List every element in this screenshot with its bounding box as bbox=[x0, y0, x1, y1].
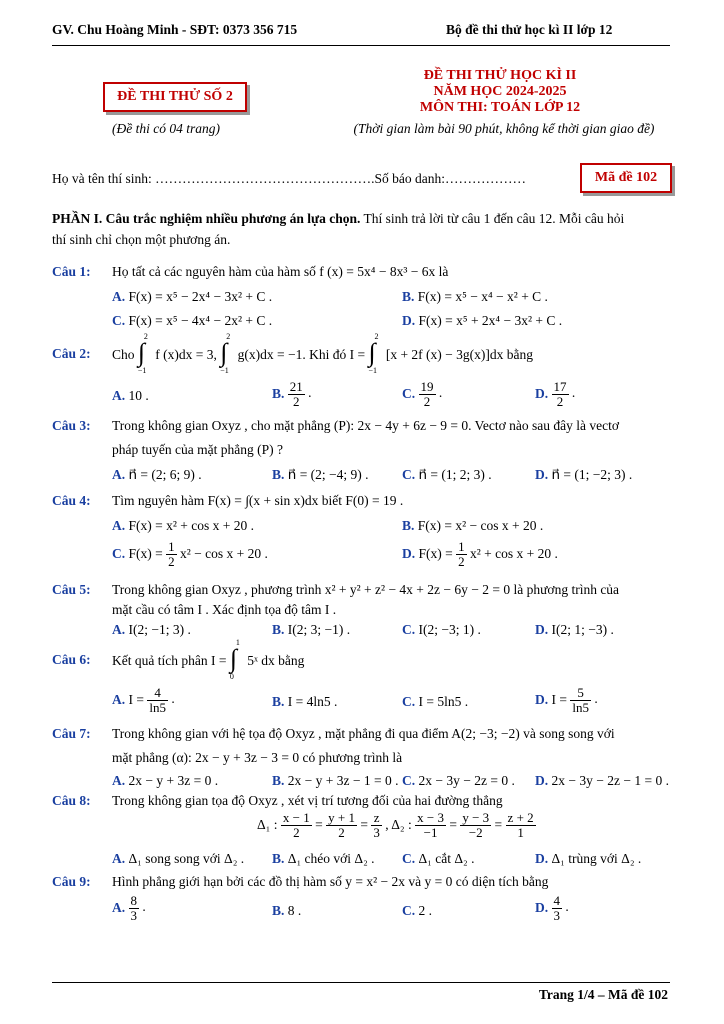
question-3 bbox=[52, 418, 672, 492]
q2-option-d[interactable]: D. $\frac{17}{2}$ . bbox=[535, 379, 576, 409]
q5-text-1: Trong không gian Oxyz , phương trình x² + y² + z² − 4x + 2z − 6y − 2 = 0 là phương trình của bbox=[112, 582, 620, 597]
q9-label: Câu 9: bbox=[52, 874, 91, 889]
q1-text: Họ tất cả các nguyên hàm của hàm số f (x) = 5x⁴ − 8x³ − 6x là bbox=[112, 264, 449, 279]
integral-sign: ∫ 1 0 bbox=[229, 638, 240, 681]
q9-option-d[interactable]: D. $\frac{4}{3}$ . bbox=[535, 893, 569, 923]
q5-option-c[interactable]: C. I(2; −3; 1) . bbox=[402, 622, 481, 637]
q3-option-b[interactable]: B. n⃗ = (2; −4; 9) . bbox=[272, 467, 369, 482]
q3-option-c[interactable]: C. n⃗ = (1; 2; 3) . bbox=[402, 467, 492, 482]
q6-option-b[interactable]: B. I = 4ln5 . bbox=[272, 694, 338, 709]
q7-text-1: Trong không gian với hệ tọa độ Oxyz , mặt phẳng đi qua điểm A(2; −3; −2) và song song với bbox=[112, 726, 615, 741]
exam-title bbox=[340, 68, 660, 116]
question-6 bbox=[52, 638, 672, 724]
q8-option-d[interactable]: D. Δ₁ trùng với Δ₂ . bbox=[535, 851, 642, 866]
q7-option-b[interactable]: B. 2x − y + 3z − 1 = 0 . bbox=[272, 773, 399, 788]
q2-option-b[interactable]: B. $\frac{21}{2}$ . bbox=[272, 379, 312, 409]
q1-option-d[interactable]: D. F(x) = x⁵ + 2x⁴ − 3x² + C . bbox=[402, 313, 563, 328]
q6-text: Kết quả tích phân I = ∫ 1 0 5ˣ dx bằng bbox=[112, 638, 305, 681]
q4-option-d[interactable]: D. F(x) = $\frac{1}{2}$ x² + cos x + 20 . bbox=[402, 539, 558, 569]
q6-option-a[interactable]: A. I = $\frac{4}{\ln 5}$ . bbox=[112, 685, 175, 715]
title-line-1: ĐỀ THI THỬ HỌC KÌ II bbox=[423, 68, 577, 83]
question-2 bbox=[52, 332, 672, 418]
q4-option-b[interactable]: B. F(x) = x² − cos x + 20 . bbox=[402, 518, 544, 533]
q2-label: Câu 2: bbox=[52, 346, 91, 361]
q5-label: Câu 5: bbox=[52, 582, 91, 597]
footer-rule bbox=[52, 982, 670, 983]
question-1 bbox=[52, 264, 672, 334]
q5-text-2: mặt cầu có tâm I . Xác định tọa độ tâm I . bbox=[112, 602, 337, 617]
q3-text-2: pháp tuyến của mặt phẳng (P) ? bbox=[112, 442, 283, 457]
question-5 bbox=[52, 582, 672, 642]
integral-sign: ∫ 2 −1 bbox=[368, 332, 379, 375]
q4-option-a[interactable]: A. F(x) = x² + cos x + 20 . bbox=[112, 518, 255, 533]
q6-option-c[interactable]: C. I = 5ln5 . bbox=[402, 694, 469, 709]
q8-label: Câu 8: bbox=[52, 793, 91, 808]
q3-option-d[interactable]: D. n⃗ = (1; −2; 3) . bbox=[535, 467, 633, 482]
q6-option-d[interactable]: D. I = $\frac{5}{\ln 5}$ . bbox=[535, 685, 598, 715]
q9-option-c[interactable]: C. 2 . bbox=[402, 903, 432, 918]
header-teacher: GV. Chu Hoàng Minh - SĐT: 0373 356 715 bbox=[52, 22, 298, 37]
q9-option-b[interactable]: B. 8 . bbox=[272, 903, 302, 918]
question-7 bbox=[52, 726, 672, 792]
q6-label: Câu 6: bbox=[52, 652, 91, 667]
exam-number-box: ĐỀ THI THỬ SỐ 2 bbox=[103, 82, 247, 112]
q8-option-c[interactable]: C. Δ₁ cắt Δ₂ . bbox=[402, 851, 475, 866]
q2-option-c[interactable]: C. $\frac{19}{2}$ . bbox=[402, 379, 443, 409]
page-footer: Trang 1/4 – Mã đề 102 bbox=[538, 987, 668, 1002]
header-rule bbox=[52, 45, 670, 46]
q1-label: Câu 1: bbox=[52, 264, 91, 279]
part1-instruction-a: Thí sinh trả lời từ câu 1 đến câu 12. Mỗi câu hỏi bbox=[360, 211, 625, 226]
header-series: Bộ đề thi thử học kì II lớp 12 bbox=[446, 22, 613, 37]
q8-option-a[interactable]: A. Δ₁ song song với Δ₂ . bbox=[112, 851, 245, 866]
q2-option-a[interactable]: A. 10 . bbox=[112, 388, 149, 403]
q7-text-2: mặt phẳng (α): 2x − y + 3z − 3 = 0 có phương trình là bbox=[112, 750, 403, 765]
pages-note: (Đề thi có 04 trang) bbox=[112, 121, 220, 136]
q9-option-a[interactable]: A. $\frac{8}{3}$ . bbox=[112, 893, 146, 923]
question-4 bbox=[52, 493, 672, 571]
q9-text: Hình phẳng giới hạn bởi các đồ thị hàm số y = x² − 2x và y = 0 có diện tích bằng bbox=[112, 874, 549, 889]
question-9 bbox=[52, 874, 672, 940]
q4-option-c[interactable]: C. F(x) = $\frac{1}{2}$ x² − cos x + 20 . bbox=[112, 539, 268, 569]
title-line-2: NĂM HỌC 2024-2025 bbox=[433, 84, 567, 99]
q1-option-c[interactable]: C. F(x) = x⁵ − 4x⁴ − 2x² + C . bbox=[112, 313, 273, 328]
q3-label: Câu 3: bbox=[52, 418, 91, 433]
q8-lines-equation: Δ₁ : $\frac{x - 1}{2}$ = $\frac{y + 1}{2}$ = $\frac{z}{3}$ , Δ₂ : $\frac{x - 3}{-1}$ = $\frac{y - 3}{-2}$ = $\frac{z + 2}{1}$ bbox=[257, 810, 534, 840]
q3-option-a[interactable]: A. n⃗ = (2; 6; 9) . bbox=[112, 467, 202, 482]
q8-option-b[interactable]: B. Δ₁ chéo với Δ₂ . bbox=[272, 851, 375, 866]
integral-sign: ∫ 2 −1 bbox=[137, 332, 148, 375]
q8-text: Trong không gian tọa độ Oxyz , xét vị trí tương đối của hai đường thẳng bbox=[112, 793, 503, 808]
q4-text: Tìm nguyên hàm F(x) = ∫(x + sin x)dx biết F(0) = 19 . bbox=[112, 493, 404, 508]
q1-option-a[interactable]: A. F(x) = x⁵ − 2x⁴ − 3x² + C . bbox=[112, 289, 273, 304]
q3-text-1: Trong không gian Oxyz , cho mặt phẳng (P): 2x − 4y + 6z − 9 = 0. Vectơ nào sau đây là vectơ bbox=[112, 418, 620, 433]
q4-label: Câu 4: bbox=[52, 493, 91, 508]
q1-option-b[interactable]: B. F(x) = x⁵ − x⁴ − x² + C . bbox=[402, 289, 548, 304]
q7-option-c[interactable]: C. 2x − 3y − 2z = 0 . bbox=[402, 773, 515, 788]
q7-option-d[interactable]: D. 2x − 3y − 2z − 1 = 0 . bbox=[535, 773, 669, 788]
time-note: (Thời gian làm bài 90 phút, không kể thời gian giao đề) bbox=[353, 121, 655, 136]
integral-sign: ∫ 2 −1 bbox=[220, 332, 231, 375]
q7-option-a[interactable]: A. 2x − y + 3z = 0 . bbox=[112, 773, 219, 788]
q5-option-b[interactable]: B. I(2; 3; −1) . bbox=[272, 622, 351, 637]
title-line-3: MÔN THI: TOÁN LỚP 12 bbox=[419, 100, 581, 115]
q5-option-d[interactable]: D. I(2; 1; −3) . bbox=[535, 622, 614, 637]
q2-text: Cho ∫ 2 −1 f (x)dx = 3, ∫ 2 −1 g(x)dx = −1. Khi đó I = ∫ 2 −1 [x + 2f (x) − 3g(x)]dx bằng bbox=[112, 332, 534, 375]
part1-intro bbox=[52, 208, 672, 250]
q7-label: Câu 7: bbox=[52, 726, 91, 741]
part1-heading: PHẦN I. Câu trắc nghiệm nhiều phương án lựa chọn. bbox=[52, 211, 361, 226]
exam-code-box: Mã đề 102 bbox=[580, 163, 672, 193]
q5-option-a[interactable]: A. I(2; −1; 3) . bbox=[112, 622, 191, 637]
question-8 bbox=[52, 793, 672, 873]
student-info-line: Họ và tên thí sinh: ………………………………………….Số báo danh:……………… bbox=[52, 171, 526, 186]
part1-instruction-b: thí sinh chỉ chọn một phương án. bbox=[52, 232, 231, 247]
